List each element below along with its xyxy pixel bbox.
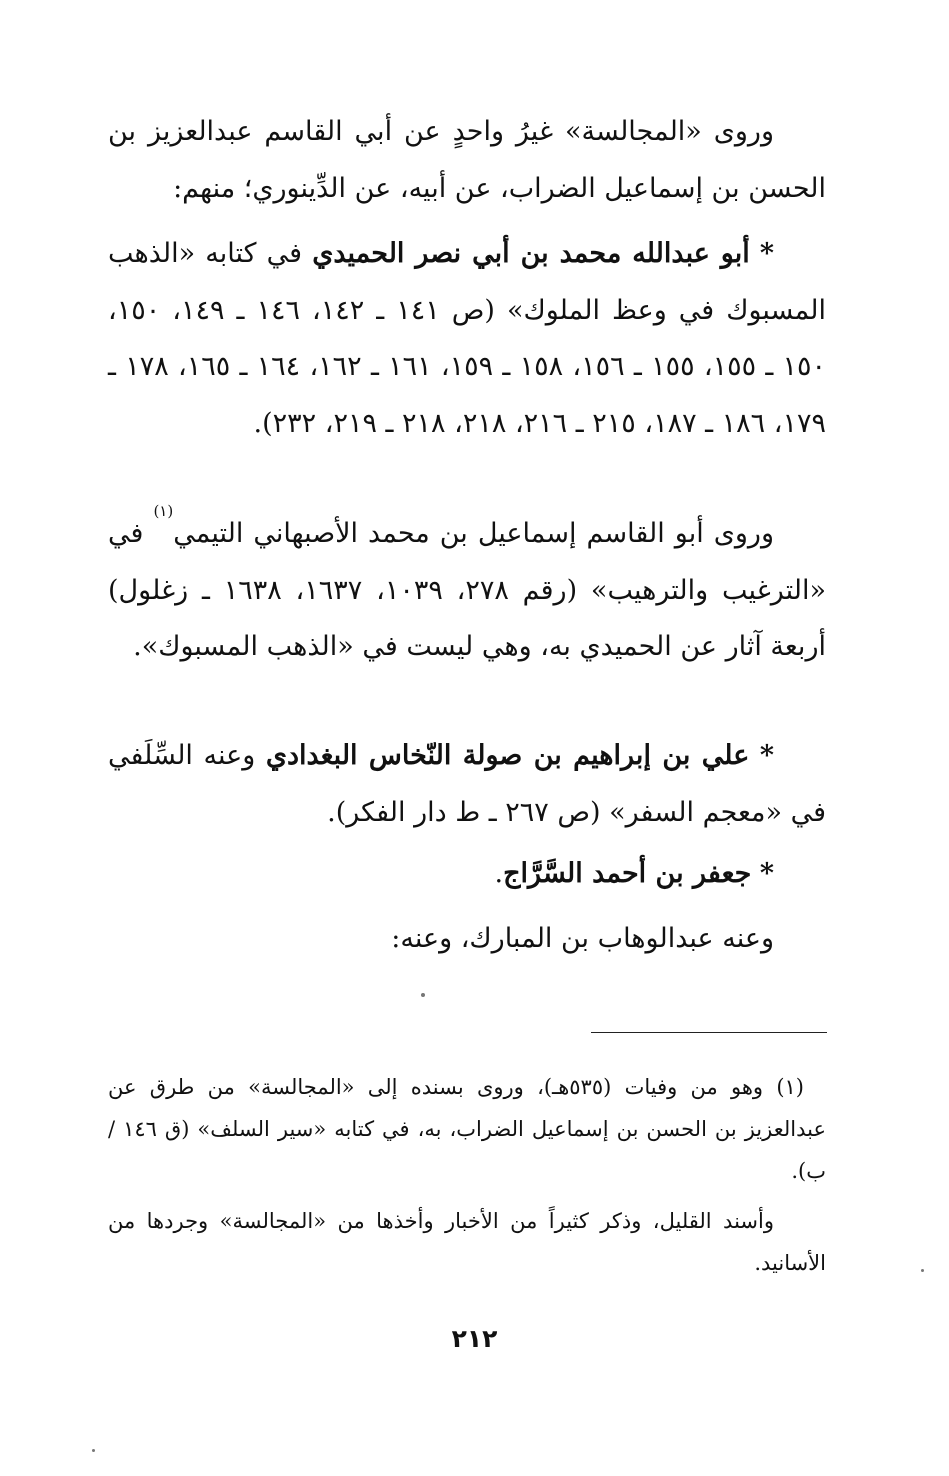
asterisk-bullet: *: [759, 858, 774, 889]
page-number: ٢١٢: [451, 1324, 498, 1353]
narrator-name: علي بن إبراهيم بن صولة النّخاس البغدادي: [265, 740, 750, 771]
asterisk-bullet: *: [759, 740, 774, 771]
footnote-continuation: [108, 1200, 826, 1284]
paragraph-text-before: وروى أبو القاسم إسماعيل بن محمد الأصبهاني التيمي: [173, 518, 774, 549]
narrator-name: أبو عبدالله محمد بن أبي نصر الحميدي: [312, 238, 750, 269]
paragraph-text-after: في «الترغيب والترهيب» (رقم ٢٧٨، ١٠٣٩، ١٦٣٧، ١٦٣٨ ـ زغلول) أربعة آثار عن الحميدي به، وهي ليست في «الذهب المسبوك».: [108, 518, 827, 662]
footnote-1: [108, 1066, 826, 1192]
paragraph-text: وعنه عبدالوهاب بن المبارك، وعنه:: [391, 923, 774, 954]
paragraph-isbahani: [108, 502, 827, 676]
paragraph-text: .: [494, 858, 504, 889]
asterisk-bullet: *: [759, 238, 775, 269]
paragraph-ibn-sawla: [108, 728, 826, 841]
paragraph-abdulwahhab: [108, 911, 826, 968]
footnote-reference: (١): [153, 502, 174, 520]
scan-speck: [921, 1269, 924, 1272]
footnote-text: وأسند القليل، وذكر كثيراً من الأخبار وأخذها من «المجالسة» وجردها من الأسانيد.: [108, 1209, 826, 1275]
paragraph-text: في كتابه «الذهب المسبوك في وعظ الملوك» (ص ١٤١ ـ ١٤٢، ١٤٦ ـ ١٤٩، ١٥٠، ١٥٠ ـ ١٥٥، ١٥٥ ـ ١٥٦، ١٥٨ ـ ١٥٩، ١٦١ ـ ١٦٢، ١٦٤ ـ ١٦٥، ١٧٨ ـ ١٧٩، ١٨٦ ـ ١٨٧، ٢١٥ ـ ٢١٦، ٢١٨، ٢١٨ ـ ٢١٩، ٢٣٢).: [108, 238, 827, 439]
paragraph-humaydi: [108, 226, 826, 452]
footnote-separator: [591, 1032, 827, 1033]
paragraph-sarraj: [108, 846, 826, 903]
paragraph-text: وعنه السِّلَفي في «معجم السفر» (ص ٢٦٧ ـ ط دار الفكر).: [108, 740, 826, 828]
narrator-name: جعفر بن أحمد السَّرَّاج: [503, 858, 752, 889]
paragraph-intro: [108, 104, 826, 217]
scan-speck: [92, 1449, 95, 1452]
paragraph-text: وروى «المجالسة» غيرُ واحدٍ عن أبي القاسم عبدالعزيز بن الحسن بن إسماعيل الضراب، عن أبيه، عن الدِّينوري؛ منهم:: [108, 116, 826, 204]
footnote-text: (١) وهو من وفيات (٥٣٥هـ)، وروى بسنده إلى «المجالسة» من طرق عن عبدالعزيز بن الحسن بن إسماعيل الضراب، به، في كتابه «سير السلف» (ق ١٤٦ / ب).: [108, 1075, 826, 1183]
scan-speck: [421, 993, 425, 997]
